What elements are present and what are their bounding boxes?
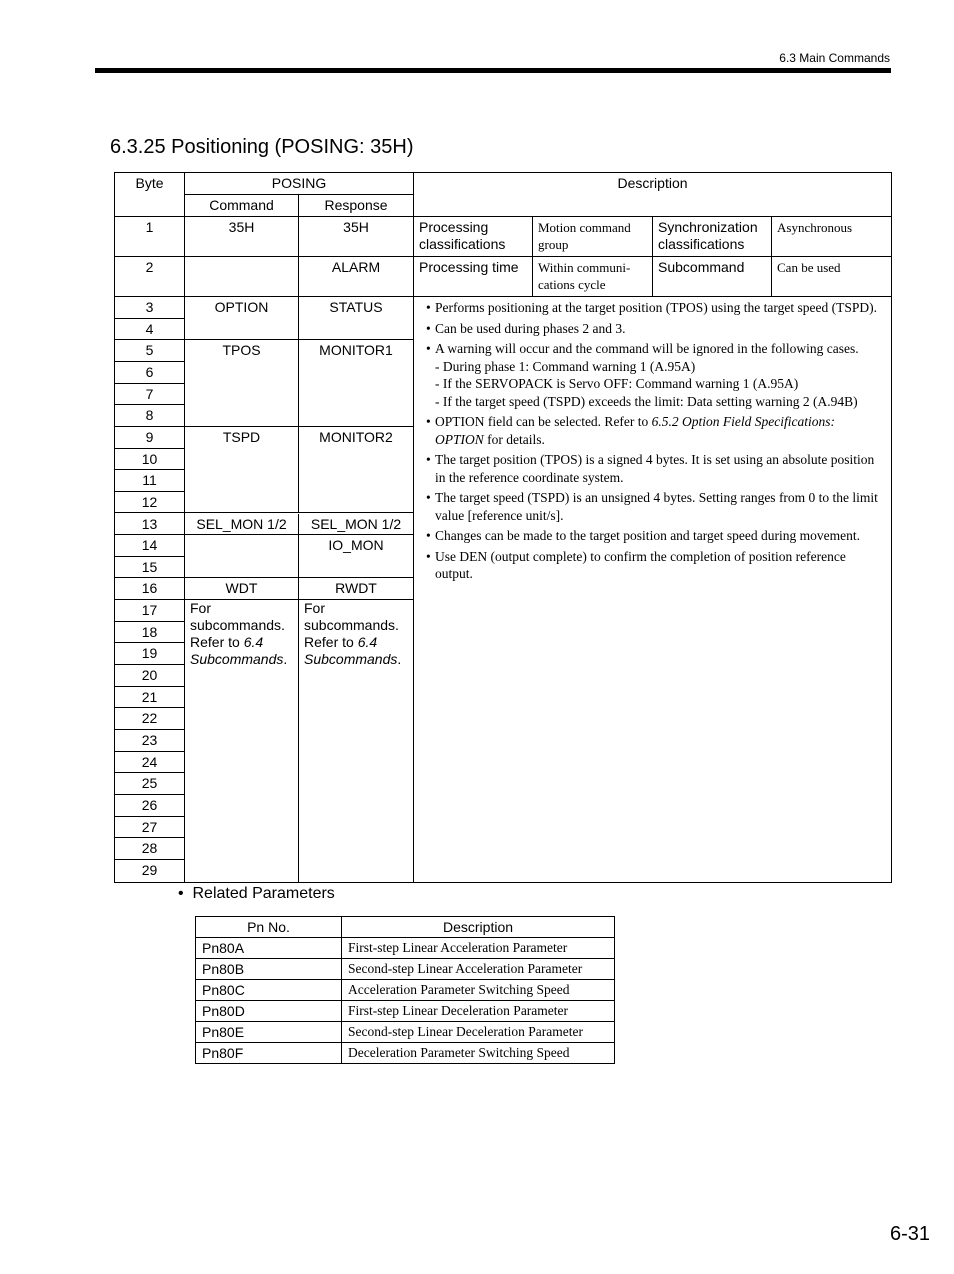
- byte-number: 6: [115, 362, 184, 384]
- subcommand-text: [190, 634, 293, 668]
- desc-cell: Second-step Linear Deceleration Parameter: [342, 1022, 615, 1043]
- subcommand-text: .: [283, 651, 288, 668]
- response-field: SEL_MON 1/2: [299, 514, 413, 536]
- byte-number: 21: [115, 687, 184, 709]
- header-pn: Pn No.: [196, 917, 342, 938]
- response-cell: ALARM: [299, 257, 414, 297]
- header-rule: [95, 68, 891, 73]
- byte-number: 24: [115, 752, 184, 774]
- byte-cell: 1: [115, 217, 185, 257]
- command-field: OPTION: [185, 297, 299, 340]
- info-value: Asynchronous: [772, 217, 892, 257]
- response-field: RWDT: [299, 578, 413, 600]
- header-posing: POSING: [185, 173, 414, 195]
- response-field: MONITOR2: [299, 427, 413, 514]
- byte-number: 8: [115, 405, 184, 427]
- related-parameters-heading: • Related Parameters: [178, 885, 335, 902]
- cross-reference: 6.4 Subcommands: [304, 634, 398, 668]
- byte-number: 28: [115, 838, 184, 860]
- byte-number: 10: [115, 449, 184, 471]
- command-field: TPOS: [185, 340, 299, 427]
- cross-reference: 6.5.2 Option Field Specifications: OPTION: [435, 414, 836, 447]
- byte-number: 9: [115, 427, 184, 449]
- desc-text: for details.: [483, 431, 545, 447]
- table-row: [196, 1001, 615, 1022]
- description-list: [426, 299, 887, 583]
- info-label: Synchronization classifications: [653, 217, 772, 257]
- desc-item: • Performs positioning at the target position (TPOS) using the target speed (TSPD).: [426, 299, 887, 317]
- subcommand-note: [299, 600, 413, 881]
- parameters-table: [195, 916, 615, 1064]
- byte-number: 22: [115, 708, 184, 730]
- description-cell: [414, 297, 892, 883]
- subcommand-text: For subcommands.: [190, 600, 285, 634]
- byte-number: 27: [115, 817, 184, 839]
- subcommand-text: Refer to: [190, 634, 244, 651]
- byte-number: 18: [115, 622, 184, 644]
- byte-number: 19: [115, 643, 184, 665]
- header-byte: Byte: [115, 173, 185, 217]
- byte-number: 13: [115, 514, 184, 536]
- info-value: Can be used: [772, 257, 892, 297]
- desc-cell: First-step Linear Acceleration Parameter: [342, 938, 615, 959]
- desc-cell: Second-step Linear Acceleration Parameter: [342, 959, 615, 980]
- section-title: 6.3.25 Positioning (POSING: 35H): [110, 136, 414, 158]
- byte-column: [115, 297, 185, 883]
- response-cell: 35H: [299, 217, 414, 257]
- page-number: 6-31: [889, 1223, 930, 1245]
- desc-item: [426, 413, 887, 448]
- info-value: Within communi-cations cycle: [533, 257, 653, 297]
- desc-subitem: - If the target speed (TSPD) exceeds the limit: Data setting warning 2 (A.94B): [435, 393, 858, 409]
- command-cell: [185, 257, 299, 297]
- table-row: [196, 980, 615, 1001]
- byte-number: 25: [115, 773, 184, 795]
- pn-cell: Pn80D: [196, 1001, 342, 1022]
- byte-number: 14: [115, 535, 184, 557]
- byte-number: 29: [141, 861, 158, 878]
- info-label: Processing time: [414, 257, 533, 297]
- byte-list: [115, 297, 184, 882]
- desc-item: • Can be used during phases 2 and 3.: [426, 320, 887, 338]
- command-field: TSPD: [185, 427, 299, 514]
- command-cell: 35H: [185, 217, 299, 257]
- cross-reference: 6.4 Subcommands: [190, 634, 284, 668]
- desc-subitem: - During phase 1: Command warning 1 (A.95A): [435, 358, 696, 374]
- info-value: Motion command group: [533, 217, 653, 257]
- command-field: WDT: [185, 578, 299, 600]
- table-row: [196, 938, 615, 959]
- info-label: Subcommand: [653, 257, 772, 297]
- subcommand-text: Refer to: [304, 634, 358, 651]
- table-row: [115, 257, 892, 297]
- response-field: IO_MON: [299, 535, 413, 578]
- header-response: Response: [299, 195, 414, 217]
- response-field: STATUS: [299, 297, 413, 340]
- byte-number: 16: [115, 578, 184, 600]
- byte-number: 26: [115, 795, 184, 817]
- table-row: [115, 217, 892, 257]
- desc-text: OPTION field can be selected. Refer to: [435, 414, 652, 429]
- field-columns: [185, 297, 414, 883]
- byte-number: 17: [115, 600, 184, 622]
- desc-subitem: - If the SERVOPACK is Servo OFF: Command warning 1 (A.95A): [435, 376, 799, 391]
- header-description: Description: [414, 173, 892, 217]
- related-title: Related Parameters: [192, 885, 335, 902]
- desc-item: • The target position (TPOS) is a signed 4 bytes. It is set using an absolute position in the reference coordinate system.: [426, 451, 887, 486]
- command-field: [185, 535, 299, 578]
- desc-item: • Use DEN (output complete) to confirm the completion of position reference output.: [426, 548, 887, 583]
- desc-text: • A warning will occur and the command will be ignored in the following cases.: [435, 341, 859, 356]
- byte-number: 20: [115, 665, 184, 687]
- byte-number: 3: [115, 297, 184, 319]
- running-header: 6.3 Main Commands: [779, 51, 890, 65]
- header-desc: Description: [342, 917, 615, 938]
- byte-number: 7: [115, 384, 184, 406]
- subcommand-text: For subcommands.: [304, 600, 399, 634]
- subcommand-text: [304, 634, 408, 668]
- pn-cell: Pn80C: [196, 980, 342, 1001]
- pn-cell: Pn80F: [196, 1043, 342, 1064]
- byte-number: 15: [115, 557, 184, 579]
- header-command: Command: [185, 195, 299, 217]
- byte-number: 23: [115, 730, 184, 752]
- byte-number: 5: [115, 340, 184, 362]
- field-list: [185, 297, 413, 882]
- byte-cell: 2: [115, 257, 185, 297]
- byte-number: 11: [115, 470, 184, 492]
- table-row: [115, 297, 892, 883]
- table-row: [196, 959, 615, 980]
- byte-number: 12: [115, 492, 184, 514]
- command-field: SEL_MON 1/2: [185, 514, 299, 536]
- desc-cell: Deceleration Parameter Switching Speed: [342, 1043, 615, 1064]
- subcommand-text: .: [397, 651, 402, 668]
- command-table: [114, 172, 892, 883]
- table-row: [196, 1043, 615, 1064]
- desc-item: [426, 340, 887, 410]
- pn-cell: Pn80A: [196, 938, 342, 959]
- table-row: [196, 1022, 615, 1043]
- desc-cell: First-step Linear Deceleration Parameter: [342, 1001, 615, 1022]
- byte-number: 4: [115, 319, 184, 341]
- subcommand-note: [185, 600, 299, 881]
- desc-item: • The target speed (TSPD) is an unsigned 4 bytes. Setting ranges from 0 to the limit value [reference unit/s].: [426, 489, 887, 524]
- response-field: MONITOR1: [299, 340, 413, 427]
- desc-cell: Acceleration Parameter Switching Speed: [342, 980, 615, 1001]
- desc-item: • Changes can be made to the target position and target speed during movement.: [426, 527, 887, 545]
- pn-cell: Pn80B: [196, 959, 342, 980]
- info-label: Processing classifications: [414, 217, 533, 257]
- pn-cell: Pn80E: [196, 1022, 342, 1043]
